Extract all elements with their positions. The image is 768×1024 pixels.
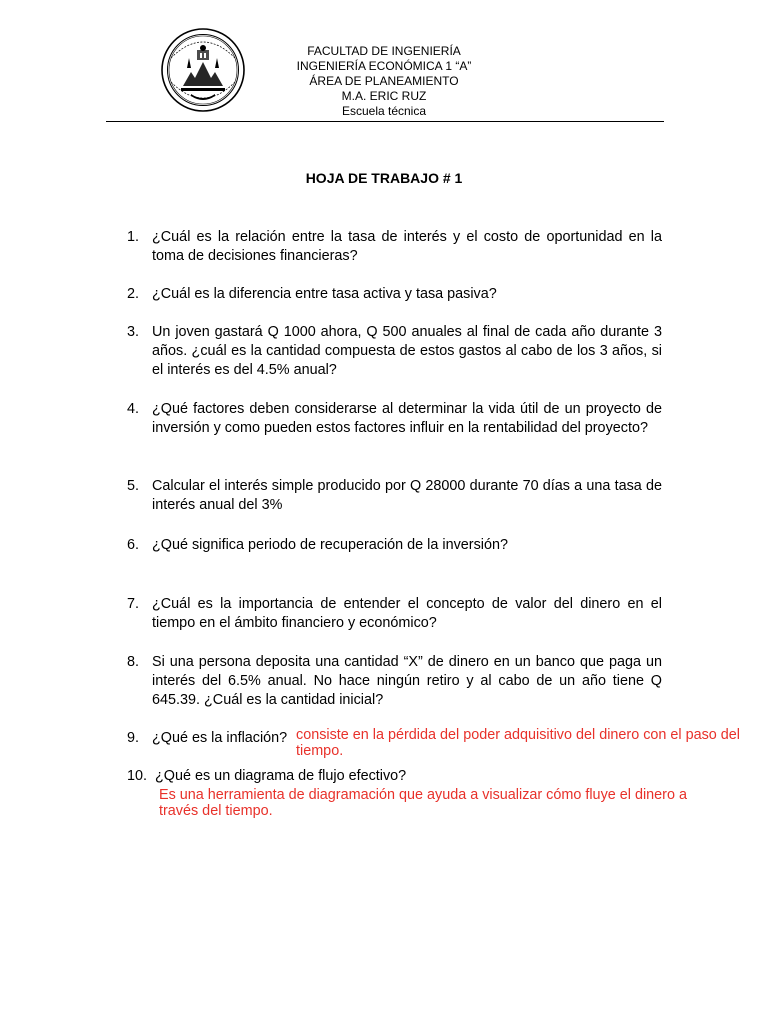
answer-text: Es una herramienta de diagramación que ayuda a visualizar cómo fluye el dinero a través del tiempo.	[159, 787, 687, 819]
question-text: ¿Qué es un diagrama de flujo efectivo?	[155, 768, 407, 784]
question-number: 5.	[127, 478, 140, 494]
faculty-name: FACULTAD DE INGENIERÍA	[307, 44, 461, 58]
question-text: Un joven gastará Q 1000 ahora, Q 500 anuales al final de cada año durante 3 años. ¿cuál es la cantidad compuesta de estos gastos al cabo de los 3 años, si el interés es del 4.5% anual?	[152, 324, 662, 378]
instructor-name: M.A. ERIC RUZ	[341, 89, 427, 103]
question-item	[127, 477, 662, 515]
question-number: 8.	[127, 654, 140, 670]
question-number: 10.	[127, 768, 148, 784]
header-divider	[106, 121, 664, 122]
question-number: 2.	[127, 286, 140, 302]
page-title: HOJA DE TRABAJO # 1	[305, 170, 463, 186]
document-header	[278, 44, 490, 119]
question-number: 3.	[127, 324, 140, 340]
answer-text: consiste en la pérdida del poder adquisitivo del dinero con el paso del tiempo.	[296, 727, 741, 759]
question-item	[127, 536, 662, 555]
course-name: INGENIERÍA ECONÓMICA 1 “A”	[296, 59, 472, 73]
question-item	[127, 595, 662, 633]
question-number: 6.	[127, 537, 140, 553]
school-name: Escuela técnica	[341, 104, 427, 118]
question-text: ¿Cuál es la relación entre la tasa de interés y el costo de oportunidad en la toma de decisiones financieras?	[152, 229, 662, 264]
question-item	[127, 400, 662, 438]
question-number: 1.	[127, 229, 140, 245]
question-number: 7.	[127, 596, 140, 612]
question-text: ¿Qué factores deben considerarse al determinar la vida útil de un proyecto de inversión y como pueden estos factores influir en la rentabilidad del proyecto?	[152, 401, 662, 436]
question-item	[127, 653, 662, 710]
question-number: 9.	[127, 730, 140, 746]
question-text: ¿Cuál es la importancia de entender el concepto de valor del dinero en el tiempo en el ámbito financiero y económico?	[152, 596, 662, 631]
question-item	[127, 767, 662, 786]
question-item	[127, 285, 662, 304]
question-text: ¿Qué significa periodo de recuperación de la inversión?	[152, 537, 508, 553]
question-text: ¿Qué es la inflación?	[152, 730, 288, 746]
question-text: Si una persona deposita una cantidad “X” de dinero en un banco que paga un interés del 6.5% anual. No hace ningún retiro y al cabo de un año tiene Q 645.39. ¿Cuál es la cantidad inicial?	[152, 654, 662, 708]
question-item	[127, 323, 662, 380]
question-text: Calcular el interés simple producido por Q 28000 durante 70 días a una tasa de interés anual del 3%	[152, 478, 662, 513]
question-number: 4.	[127, 401, 140, 417]
question-text: ¿Cuál es la diferencia entre tasa activa y tasa pasiva?	[152, 286, 497, 302]
department-name: ÁREA DE PLANEAMIENTO	[309, 74, 459, 88]
question-item	[127, 228, 662, 266]
university-seal-icon	[161, 28, 245, 112]
